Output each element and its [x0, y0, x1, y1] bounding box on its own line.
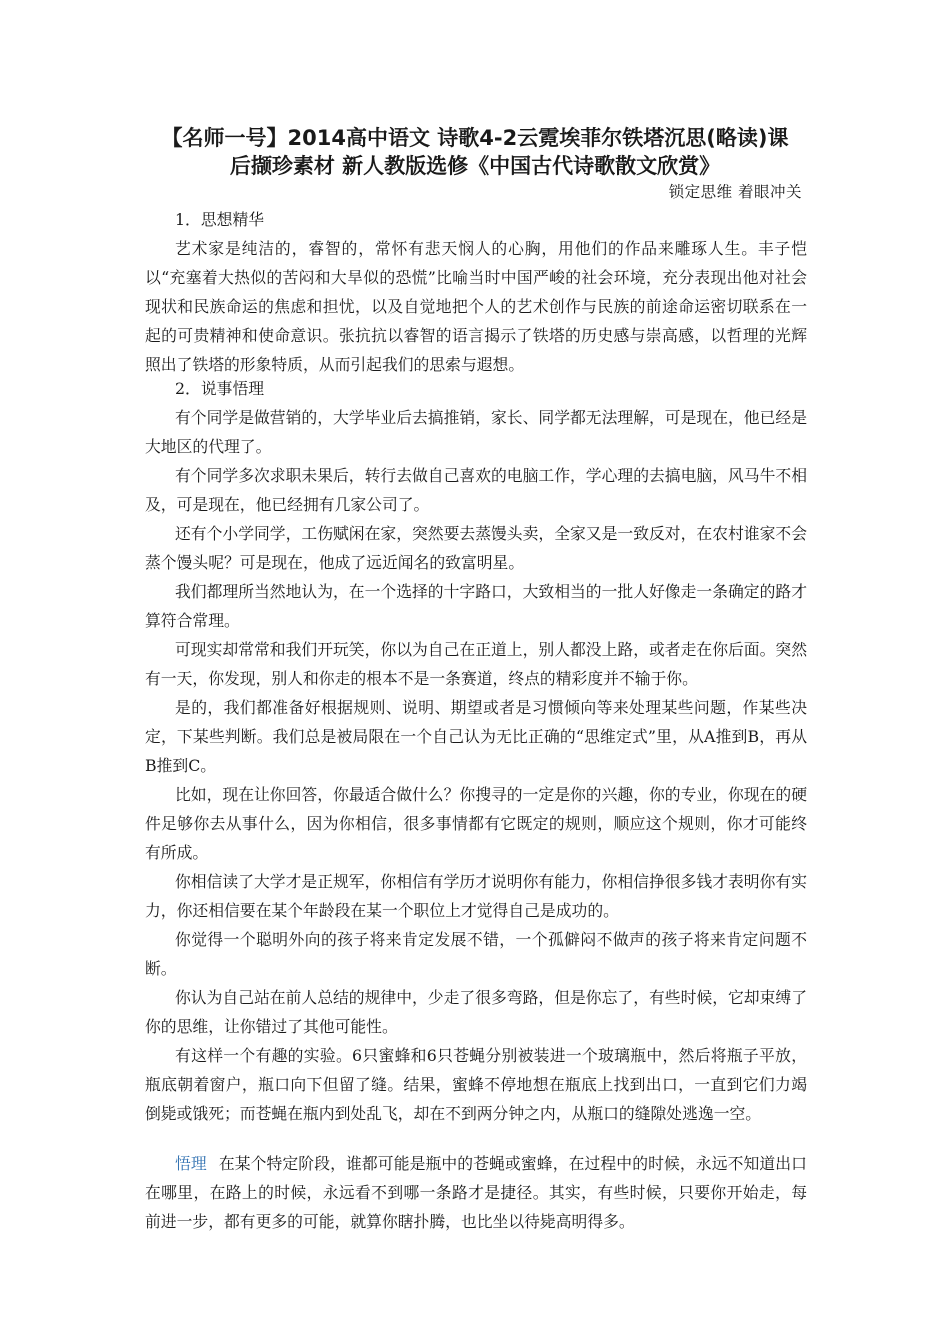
paragraph-9: 你觉得一个聪明外向的孩子将来肯定发展不错，一个孤僻闷不做声的孩子将来肯定问题不断。	[145, 930, 807, 978]
paragraph-5: 可现实却常常和我们开玩笑，你以为自己在正道上，别人都没上路，或者走在你后面。突然有一天，你发现，别人和你走的根本不是一条赛道，终点的精彩度并不输于你。	[145, 640, 807, 688]
paragraph-3: 还有个小学同学，工伤赋闲在家，突然要去蒸馒头卖，全家又是一致反对，在农村谁家不会蒸个馒头呢？可是现在，他成了远近闻名的致富明星。	[145, 524, 807, 572]
subhead: 锁定思维 着眼冲关	[668, 183, 802, 201]
title-line-2: 后撷珍素材 新人教版选修《中国古代诗歌散文欣赏》	[229, 154, 721, 178]
section-1-heading: 1．思想精华	[175, 210, 265, 229]
title-line-1: 【名师一号】2014高中语文 诗歌4-2云霓埃菲尔铁塔沉思(略读)课	[161, 126, 789, 150]
paragraph-10: 你认为自己站在前人总结的规律中，少走了很多弯路，但是你忘了，有些时候，它却束缚了你的思维，让你错过了其他可能性。	[145, 988, 807, 1036]
paragraph-2: 有个同学多次求职未果后，转行去做自己喜欢的电脑工作，学心理的去搞电脑，风马牛不相及，可是现在，他已经拥有几家公司了。	[145, 466, 807, 514]
paragraph-7: 比如，现在让你回答，你最适合做什么？你搜寻的一定是你的兴趣，你的专业，你现在的硬件足够你去从事什么，因为你相信，很多事情都有它既定的规则，顺应这个规则，你才可能终有所成。	[145, 785, 807, 862]
wuli-text: 在某个特定阶段，谁都可能是瓶中的苍蝇或蜜蜂，在过程中的时候，永远不知道出口在哪里，在路上的时候，永远看不到哪一条路才是捷径。其实，有些时候，只要你开始走，每前进一步，都有更多的可能，就算你瞎扑腾，也比坐以待毙高明得多。	[145, 1154, 807, 1231]
wuli-paragraph	[145, 1149, 807, 1236]
wuli-label: 悟理	[175, 1154, 207, 1173]
paragraph-1: 有个同学是做营销的，大学毕业后去搞推销，家长、同学都无法理解，可是现在，他已经是大地区的代理了。	[145, 408, 807, 456]
paragraph-6: 是的，我们都准备好根据规则、说明、期望或者是习惯倾向等来处理某些问题，作某些决定，下某些判断。我们总是被局限在一个自己认为无比正确的“思维定式”里，从A推到B，再从B推到C。	[145, 698, 807, 775]
section-1-paragraph: 艺术家是纯洁的，睿智的，常怀有悲天悯人的心胸，用他们的作品来雕琢人生。丰子恺以“充塞着大热似的苦闷和大旱似的恐慌”比喻当时中国严峻的社会环境，充分表现出他对社会现状和民族命运的焦虑和担忧，以及自觉地把个人的艺术创作与民族的前途命运密切联系在一起的可贵精神和使命意识。张抗抗以睿智的语言揭示了铁塔的历史感与崇高感，以哲理的光辉照出了铁塔的形象特质，从而引起我们的思索与遐想。	[145, 239, 807, 374]
paragraph-4: 我们都理所当然地认为，在一个选择的十字路口，大致相当的一批人好像走一条确定的路才算符合常理。	[145, 582, 807, 630]
section-2-heading: 2．说事悟理	[175, 379, 265, 398]
paragraph-8: 你相信读了大学才是正规军，你相信有学历才说明你有能力，你相信挣很多钱才表明你有实力，你还相信要在某个年龄段在某一个职位上才觉得自己是成功的。	[145, 872, 807, 920]
paragraph-11: 有这样一个有趣的实验。6只蜜蜂和6只苍蝇分别被装进一个玻璃瓶中，然后将瓶子平放，瓶底朝着窗户，瓶口向下但留了缝。结果，蜜蜂不停地想在瓶底上找到出口，一直到它们力竭倒毙或饿死；而苍蝇在瓶内到处乱飞，却在不到两分钟之内，从瓶口的缝隙处逃逸一空。	[145, 1046, 807, 1123]
